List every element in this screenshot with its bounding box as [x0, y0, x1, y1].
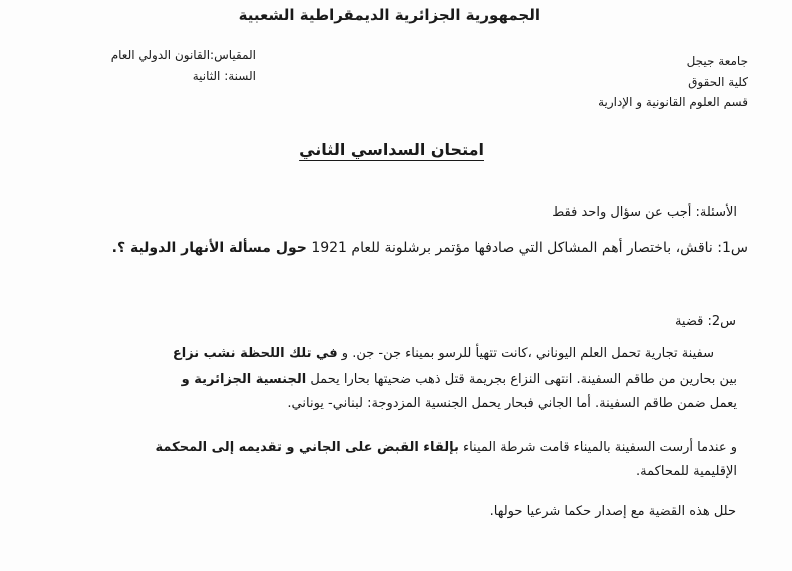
republic-title: الجمهورية الجزائرية الديمقراطية الشعبية	[238, 6, 540, 24]
case-p1-l1-text-bold: في تلك اللحظة نشب نزاع	[172, 346, 338, 361]
university-label: جامعة جيجل	[686, 54, 748, 68]
case-paragraph-1-line-2	[182, 372, 737, 387]
faculty-label: كلية الحقوق	[688, 75, 748, 89]
case-paragraph-1-line-1	[173, 346, 714, 361]
case-paragraph-2-line-1	[156, 440, 737, 455]
question-2-label: س2: قضية	[674, 314, 736, 329]
case-paragraph-1-line-3: يعمل ضمن طاقم السفينة. أما الجاني فبحار يحمل الجنسية المزدوجة: لبناني- يوناني.	[287, 396, 737, 411]
case-p1-l2-text: بين بحارين من طاقم السفينة. انتهى النزاع بجريمة قتل ذهب ضحيتها بحارا يحمل	[310, 372, 737, 387]
question-1-label: س1:	[717, 240, 748, 256]
department-label: قسم العلوم القانونية و الإدارية	[598, 95, 748, 109]
year-label: السنة: الثانية	[192, 69, 256, 83]
question-1	[112, 240, 748, 256]
exam-title: امتحان السداسي الثاني	[299, 140, 484, 159]
question-1-text: ناقش، باختصار أهم المشاكل التي صادفها مؤتمر برشلونة للعام 1921	[311, 240, 713, 256]
case-p2-l1-text-bold: بإلقاء القبض على الجاني و تقديمه إلى المحكمة	[155, 440, 459, 455]
case-p1-l2-text-bold: الجنسية الجزائرية و	[181, 372, 307, 387]
exam-instruction: الأسئلة: أجب عن سؤال واحد فقط	[552, 205, 737, 220]
case-p2-l1-text: و عندما أرست السفينة بالميناء قامت شرطة الميناء	[462, 440, 737, 455]
subject-label: المقياس:القانون الدولي العام	[110, 48, 256, 62]
case-task: حلل هذه القضية مع إصدار حكما شرعيا حولها.	[489, 504, 736, 519]
question-1-text-bold: حول مسألة الأنهار الدولية ؟.	[111, 240, 307, 256]
case-p1-l1-text: سفينة تجارية تحمل العلم اليوناني ،كانت تتهيأ للرسو بميناء جن- جن. و	[341, 346, 714, 361]
case-paragraph-2-line-2: الإقليمية للمحاكمة.	[636, 464, 737, 479]
